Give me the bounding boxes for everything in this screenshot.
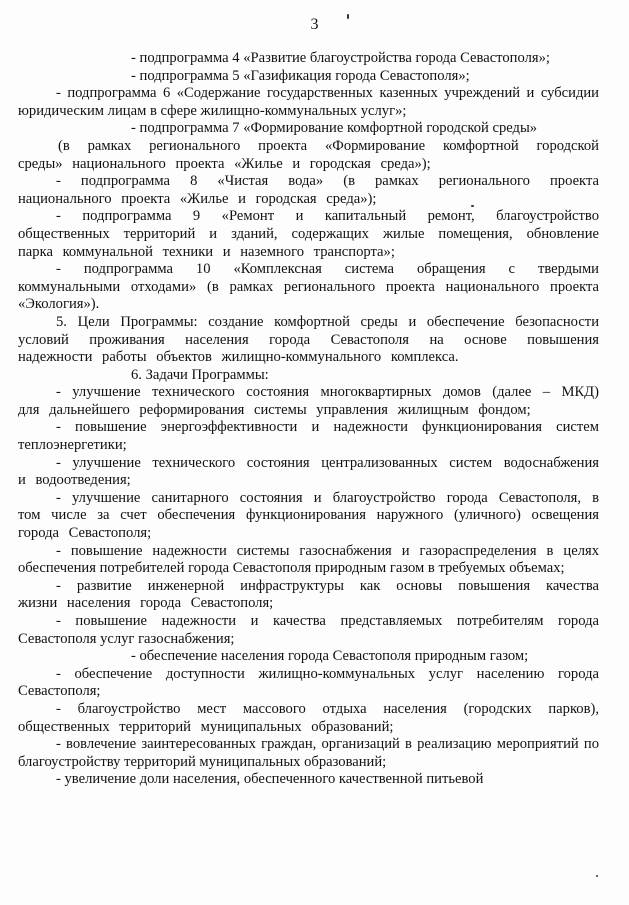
list-item: - благоустройство мест массового отдыха населения (городских парков), общественных территорий муниципальных образований; [18,700,599,735]
list-item: - подпрограмма 10 «Комплексная система обращения с твердыми коммунальными отходами» (в рамках регионального проекта национального проекта «Экология»). [18,261,599,313]
list-item: (в рамках регионального проекта «Формирование комфортной городской среды» национального проекта «Жилье и городская среда»); [18,137,599,172]
goals-paragraph: 5. Цели Программы: создание комфортной среды и обеспечение безопасности условий проживания населения города Севастополя на основе повышения надежности работы объектов жилищно-коммунального комплекса. [18,313,599,366]
list-item: - обеспечение доступности жилищно-коммунальных услуг населению города Севастополя; [18,665,599,700]
list-item: - улучшение технического состояния централизованных систем водоснабжения и водоотведения; [18,454,599,489]
list-item: - вовлечение заинтересованных граждан, организаций в реализацию мероприятий по благоустройству территорий муниципальных образований; [18,736,599,770]
list-item: - улучшение технического состояния многоквартирных домов (далее – МКД) для дальнейшего реформирования системы управления жилищным фондом; [18,384,599,418]
scan-mark [596,875,598,877]
tasks-heading: 6. Задачи Программы: [131,366,269,383]
list-item: - обеспечение населения города Севастополя природным газом; [131,648,529,665]
list-item: - повышение энергоэффективности и надежности функционирования систем теплоэнергетики; [18,419,599,454]
list-item: - повышение надежности системы газоснабжения и газораспределения в целях обеспечения потребителей города Севастополя природным газом в требуемых объемах; [18,542,599,577]
list-item: - увеличение доли населения, обеспеченного качественной питьевой [56,771,484,788]
list-item: - подпрограмма 6 «Содержание государственных казенных учреждений и субсидии юридическим лицам в сфере жилищно-коммунальных услуг»; [18,85,599,119]
list-item: - подпрограмма 5 «Газификация города Севастополя»; [131,67,470,84]
scan-mark [347,14,349,19]
document-body [18,50,599,789]
page-number: 3 [310,16,319,33]
list-item: - улучшение санитарного состояния и благоустройство города Севастополя, в том числе за счет обеспечения функционирования наружного (уличного) освещения города Севастополя; [18,489,599,542]
list-item: - подпрограмма 9 «Ремонт и капитальный ремонт, благоустройство общественных территорий и зданий, содержащих жилые помещения, обновление парка коммунальной техники и наземного транспорта»; [18,208,599,260]
list-item: - повышение надежности и качества представляемых потребителям города Севастополя услуг газоснабжения; [18,613,599,647]
list-item: - подпрограмма 8 «Чистая вода» (в рамках регионального проекта национального проекта «Жилье и городская среда»); [18,173,599,207]
list-item: - подпрограмма 7 «Формирование комфортной городской среды» [131,120,538,137]
list-item: - развитие инженерной инфраструктуры как основы повышения качества жизни населения города Севастополя; [18,577,599,612]
list-item: - подпрограмма 4 «Развитие благоустройства города Севастополя»; [131,50,550,66]
